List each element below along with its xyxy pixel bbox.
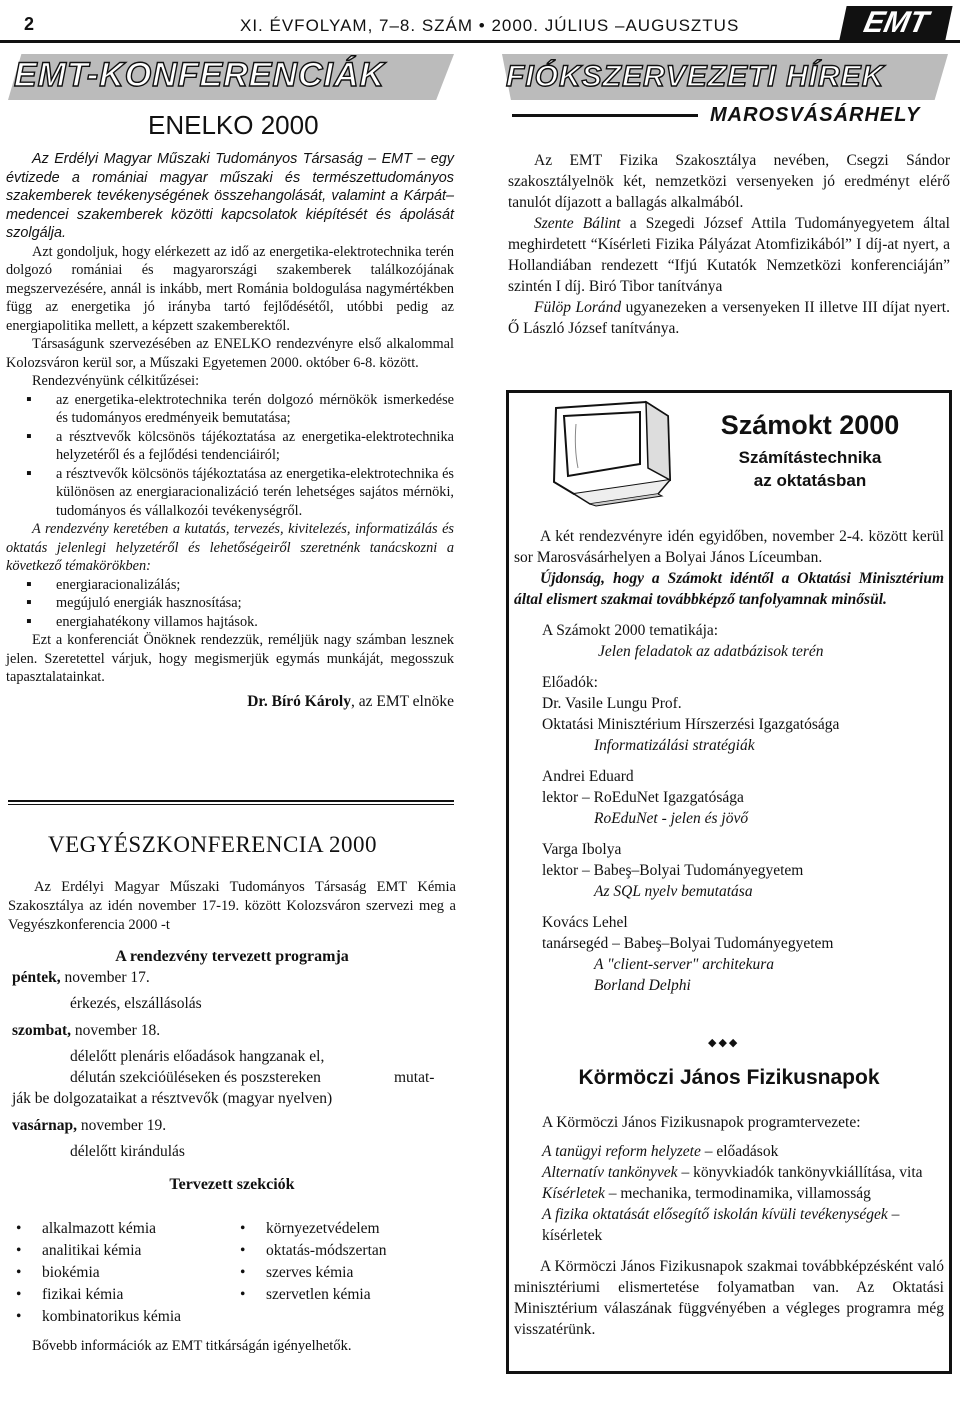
kormoczi-intro: A Körmöczi János Fizikusnapok programtervezete:	[542, 1114, 861, 1131]
speaker-1	[514, 693, 944, 756]
list-item: ▪ a résztvevők kölcsönös tájékoztatása az energetika-elektrotechnika és különösen az energiaracionalizáció terén lehetséges sajátos mérnöki, tudományos és vállalkozói tevékenységről.	[6, 465, 454, 521]
szamokt-content	[514, 526, 944, 996]
saturday-item-1: délelőtt plenáris előadások hangzanak el,	[70, 1048, 325, 1065]
speaker-2	[514, 766, 944, 829]
speaker-name: Kovács Lehel	[542, 914, 628, 931]
szamokt-title: Számokt 2000	[720, 410, 900, 440]
student-name-2: Fülöp Loránd	[534, 299, 622, 316]
separator-diamonds: ◆◆◆	[708, 1037, 740, 1049]
speaker-role: lektor – Babeş–Bolyai Tudományegyetem	[542, 862, 804, 879]
list-item: ▪ megújuló energiák hasznosítása;	[6, 594, 454, 613]
program	[8, 946, 456, 1195]
branch-news-article	[508, 150, 950, 339]
list-item: ▪ energiahatékony villamos hajtások.	[6, 613, 454, 632]
header-rule	[0, 40, 960, 43]
list-item: • fizikai kémia	[8, 1284, 232, 1306]
list-item: • környezetvédelem	[232, 1218, 448, 1240]
list-item: • szervetlen kémia	[232, 1284, 448, 1306]
sections-list	[8, 1218, 448, 1328]
saturday-label: szombat,	[12, 1022, 71, 1039]
branch-paragraph-2-text: a Szegedi József Attila Tudományegyetem által meghirdetett “Kísérleti Fizika Pályázat Atomfizikából” I díj-at nyert, a Hollandiában rendezett “Ifjú Kutatók Nemzetközi konferenciáján” szintén I díj. Biró Tibor tanítványa	[508, 215, 950, 295]
speaker-topic: Informatizálási stratégiák	[594, 737, 755, 754]
enelko-paragraph-1: Azt gondoljuk, hogy elérkezett az idő az energetika-elektrotechnika terén dolgozó romániai és magyarországi szakemberek találkozójának megszervezésére, annál is inkább, mert Románia boldogulása nagymértékben függ az energetika jó irányba tartó fejlődésétől, utóbbi pedig az energiapolitika mellett, a képzett szakemberektől.	[6, 243, 454, 334]
speaker-topic: Az SQL nyelv bemutatása	[594, 883, 753, 900]
list-item: ▪ a résztvevők kölcsönös tájékoztatása az energetika-elektrotechnika helyzetéről és a fejlődési tendenciáiról;	[6, 428, 454, 465]
city-rule	[512, 114, 698, 117]
sections-title: Tervezett szekciók	[169, 1176, 295, 1193]
speaker-name: Varga Ibolya	[542, 841, 622, 858]
sunday-label: vasárnap,	[12, 1117, 78, 1134]
list-item: ▪ energiaracionalizálás;	[6, 576, 454, 595]
program-item-detail: – kísérletek	[542, 1206, 900, 1244]
kormoczi-program	[514, 1141, 944, 1246]
goals-intro: Rendezvényünk célkitűzései:	[32, 373, 200, 389]
list-item: • kombinatorikus kémia	[8, 1306, 232, 1328]
sunday-date: november 19.	[77, 1117, 167, 1134]
student-name-1: Szente Bálint	[534, 215, 621, 232]
list-item: • oktatás-módszertan	[232, 1240, 448, 1262]
list-item: ▪ az energetika-elektrotechnika terén dolgozó mérnökök ismerkedése és tudományos eredményeik bemutatása;	[6, 391, 454, 428]
emt-logo: EMT	[839, 6, 952, 40]
saturday-item-3: ják be dolgozataikat a résztvevők (magyar nyelven)	[12, 1090, 333, 1107]
speakers-label: Előadók:	[542, 674, 598, 691]
branch-paragraph-2	[508, 213, 950, 297]
saturday-item-2	[8, 1067, 456, 1088]
program-item-detail: – mechanika, termodinamika, villamosság	[604, 1185, 871, 1202]
sunday-line	[8, 1115, 456, 1136]
kormoczi-title: Körmöczi János Fizikusnapok	[578, 1066, 880, 1089]
enelko-article	[6, 150, 454, 711]
friday-items: érkezés, elszállásolás	[70, 995, 202, 1012]
speaker-topic: A "client-server" architekura	[594, 956, 775, 973]
issue-info: XI. ÉVFOLYAM, 7–8. SZÁM • 2000. JÚLIUS –AUGUSZTUS	[240, 16, 740, 35]
list-item: • alkalmazott kémia	[8, 1218, 232, 1240]
enelko-title: ENELKO 2000	[148, 110, 319, 140]
szamokt-paragraph-2: Újdonság, hogy a Számokt idéntől a Oktatási Minisztérium által elismert szakmai továbbképző tanfolyamnak minősül.	[514, 570, 944, 608]
program-item-title: Kísérletek	[542, 1185, 605, 1202]
topics-list	[6, 576, 454, 632]
computer-monitor-icon	[536, 398, 686, 508]
list-item: • analitikai kémia	[8, 1240, 232, 1262]
branch-news-banner: FIÓKSZERVEZETI HÍREK	[506, 60, 885, 93]
goals-list	[6, 391, 454, 521]
signature	[6, 693, 454, 712]
speaker-name: Andrei Eduard	[542, 768, 634, 785]
list-item	[542, 1141, 934, 1162]
friday-label: péntek,	[12, 969, 61, 986]
branch-paragraph-3-text: ugyanezeken a versenyeken II illetve III díjat nyert. Ő László József tanítványa.	[508, 299, 950, 337]
more-info: Bővebb információk az EMT titkárságán igényelhetők.	[32, 1338, 352, 1354]
speaker-4	[514, 912, 944, 996]
page-number: 2	[24, 14, 35, 34]
speaker-role: tanársegéd – Babeş–Bolyai Tudományegyetem	[542, 935, 834, 952]
enelko-closing: Ezt a konferenciát Önöknek rendezzük, reméljük nagy számban lesznek jelen. Szeretettel várjuk, hogy megismerjük egymás munkáját, megosszuk tapasztalatainkat.	[6, 632, 454, 685]
szamokt-paragraph-1: A két rendezvényre idén egyidőben, november 2-4. között kerül sor Marosvásárhelyen a Bolyai János Líceumban.	[514, 528, 944, 566]
szamokt-theme-label: A Számokt 2000 tematikája:	[542, 622, 719, 639]
program-item-detail: – előadások	[700, 1143, 779, 1160]
vegyesz-intro: Az Erdélyi Magyar Műszaki Tudományos Társaság EMT Kémia Szakosztálya az idén november 17-19. között Kolozsváron szervezi meg a Vegyészkonferencia 2000 -t	[8, 879, 456, 933]
enelko-intro: Az Erdélyi Magyar Műszaki Tudományos Társaság – EMT – egy évtizede a romániai magyar műszaki és természettudományos szakemberek tevékenységének összehangolását, valamint a Kárpát–medencei szakemberek közötti kapcsolatok kiépítését és ápolását szolgálja.	[6, 151, 454, 241]
section-divider	[8, 800, 454, 802]
program-item-detail: – könyvkiadók tankönyvkiállítása, vita	[677, 1164, 923, 1181]
szamokt-theme: Jelen feladatok az adatbázisok terén	[598, 643, 824, 660]
saturday-line	[8, 1020, 456, 1041]
szamokt-subtitle	[700, 446, 920, 492]
signature-name: Dr. Bíró Károly	[247, 692, 351, 710]
program-item-title: A tanügyi reform helyzete	[542, 1143, 701, 1160]
friday-date: november 17.	[60, 969, 150, 986]
speaker-role: lektor – RoEduNet Igazgatósága	[542, 789, 744, 806]
list-item: • szerves kémia	[232, 1262, 448, 1284]
list-item: • biokémia	[8, 1262, 232, 1284]
program-item-title: Alternatív tankönyvek	[542, 1164, 678, 1181]
list-item	[542, 1204, 934, 1246]
list-item	[542, 1162, 934, 1183]
szamokt-subtitle-line-2: az oktatásban	[753, 471, 867, 490]
kormoczi-closing: A Körmöczi János Fizikusnapok szakmai továbbképzésként való minisztériumi elismertetése folyamatban van. Az Oktatási Minisztérium válaszának függvényében a végleges programra még visszatérünk.	[514, 1258, 944, 1338]
saturday-item-2-hyphen: mutat-	[394, 1069, 435, 1086]
program-item-title: A fizika oktatását elősegítő iskolán kívüli tevékenységek	[542, 1206, 888, 1223]
szamokt-subtitle-line-1: Számítástechnika	[738, 448, 882, 467]
speaker-topic: RoEduNet - jelen és jövő	[594, 810, 749, 827]
section-divider-thin	[8, 804, 454, 805]
list-item	[542, 1183, 934, 1204]
speaker-role: Oktatási Minisztérium Hírszerzési Igazgatósága	[542, 716, 840, 733]
vegyesz-title: VEGYÉSZKONFERENCIA 2000	[48, 832, 378, 857]
branch-paragraph-1: Az EMT Fizika Szakosztálya nevében, Csegzi Sándor szakosztályelnök két, nemzetközi versenyeken jó eredményt elérő tanulót díjazott a ballagás alkalmából.	[508, 152, 950, 211]
conferences-banner: EMT-KONFERENCIÁK	[14, 56, 386, 94]
speaker-topic-2: Borland Delphi	[594, 977, 691, 994]
speaker-name: Dr. Vasile Lungu Prof.	[542, 695, 682, 712]
kormoczi-content	[514, 1112, 944, 1340]
sunday-items: délelőtt kirándulás	[70, 1143, 185, 1160]
enelko-paragraph-2: Társaságunk szervezésében az ENELKO rendezvényre első alkalommal Kolozsváron kerül sor, a Műszaki Egyetemen 2000. október 6-8. között.	[6, 336, 454, 371]
branch-paragraph-3	[508, 297, 950, 339]
signature-role: , az EMT elnöke	[350, 692, 454, 710]
friday-line	[8, 967, 456, 988]
topics-intro: A rendezvény keretében a kutatás, tervezés, kivitelezés, informatizálás és oktatás jelenlegi helyzetéről és lehetőségeiről szeretnénk tanácskozni a következő témakörökben:	[6, 521, 454, 574]
program-title: A rendezvény tervezett programja	[115, 948, 349, 965]
city-heading: MAROSVÁSÁRHELY	[710, 104, 921, 126]
speaker-3	[514, 839, 944, 902]
saturday-item-2-text: délután szekcióüléseken és poszstereken	[70, 1069, 321, 1086]
saturday-date: november 18.	[70, 1022, 161, 1039]
